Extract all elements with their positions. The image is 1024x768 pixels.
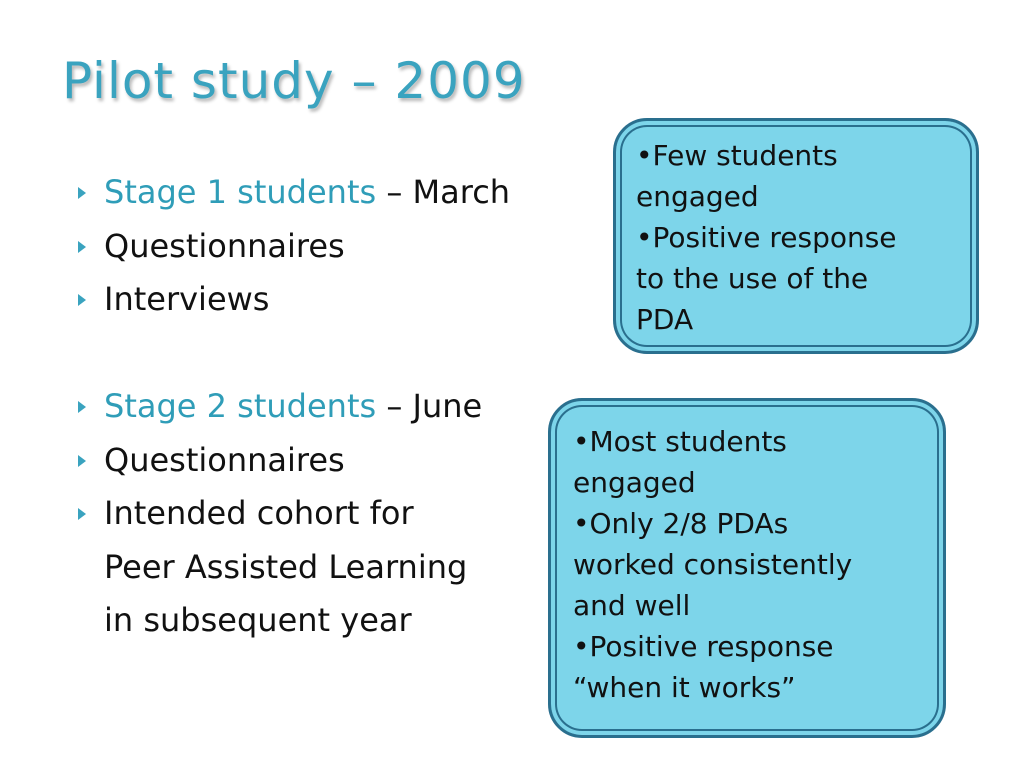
- callout-line: worked consistently: [573, 548, 853, 581]
- callout-line: •Positive response: [573, 630, 834, 663]
- arrow-bullet-icon: [78, 455, 86, 467]
- stage2-date: – June: [376, 387, 483, 425]
- bullet-text: Questionnaires: [104, 440, 345, 479]
- bullet-text: Questionnaires: [104, 226, 345, 265]
- bullet-text: Interviews: [104, 280, 270, 318]
- arrow-bullet-icon: [78, 187, 86, 199]
- callout-stage1-findings: [613, 118, 979, 354]
- stage1-label: Stage 1 students: [104, 173, 377, 211]
- bullet-stage1: [76, 166, 510, 220]
- callout-line: PDA: [636, 303, 694, 336]
- bullet-stage2: [76, 380, 510, 434]
- callout-line: and well: [573, 589, 691, 622]
- callout-line: •Only 2/8 PDAs: [573, 507, 789, 540]
- callout-line: •Positive response: [636, 221, 897, 254]
- arrow-bullet-icon: [78, 401, 86, 413]
- stage1-date: – March: [376, 173, 511, 211]
- bullet-cohort: [76, 487, 510, 541]
- bullet-text: Peer Assisted Learning: [104, 547, 468, 586]
- bullet-text: Intended cohort for: [104, 494, 414, 532]
- callout-stage2-findings: [548, 398, 946, 738]
- arrow-bullet-icon: [78, 294, 86, 306]
- callout-line: “when it works”: [573, 671, 796, 704]
- arrow-bullet-icon: [78, 508, 86, 520]
- arrow-bullet-icon: [78, 241, 86, 253]
- bullet-questionnaires-2: [76, 434, 510, 488]
- bullet-questionnaires-1: [76, 220, 510, 274]
- bullet-cohort-cont: [76, 541, 510, 595]
- callout-line: to the use of the: [636, 262, 869, 295]
- callout-line: engaged: [573, 466, 696, 499]
- bullet-interviews: [76, 273, 510, 327]
- stage2-label: Stage 2 students: [104, 387, 377, 425]
- callout-line: •Most students: [573, 425, 787, 458]
- bullet-cohort-cont: [76, 594, 510, 648]
- bullet-list: [76, 166, 510, 648]
- callout-line: engaged: [636, 180, 759, 213]
- callout-line: •Few students: [636, 139, 838, 172]
- bullet-spacer: [76, 327, 510, 381]
- bullet-text: in subsequent year: [104, 601, 412, 639]
- slide-title: Pilot study – 2009: [62, 52, 526, 110]
